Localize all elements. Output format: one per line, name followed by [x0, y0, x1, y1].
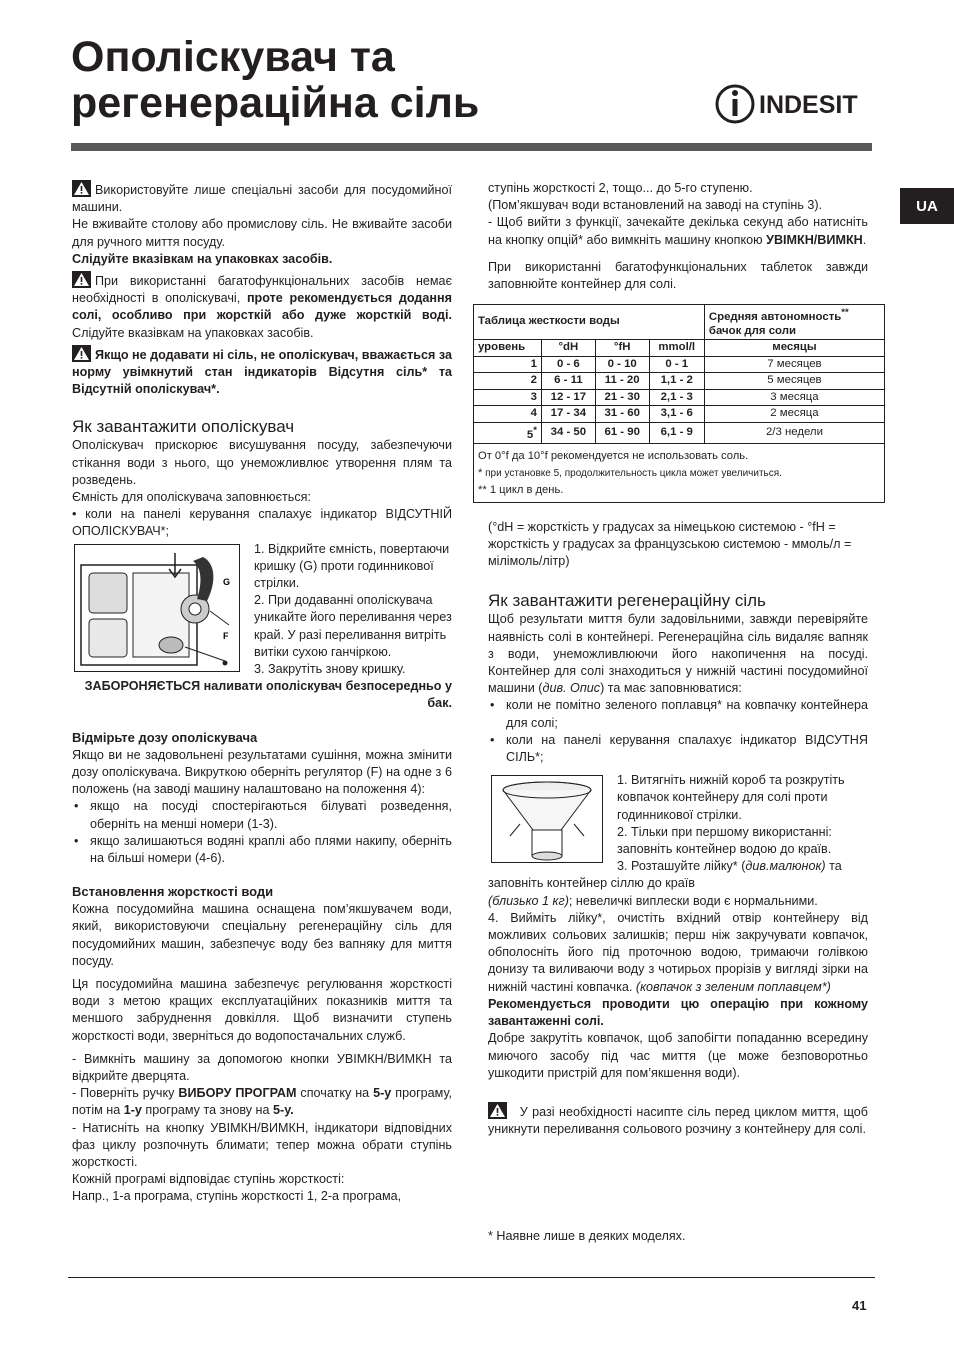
salt-warning	[488, 1102, 868, 1138]
ss4b: (ковпачок з зеленим поплавцем*)	[635, 979, 831, 994]
hardness-step-5: Напр., 1-а програма, ступінь жорсткості 1, 2-а програма,	[72, 1189, 402, 1204]
hs2d: 5-у	[373, 1086, 392, 1101]
table-row	[474, 373, 885, 390]
ss4a: 4. Вийміть лійку*, очистіть вхідний отвір контейнеру від можливих сольових залишків; перш ніж закручувати ковпачок, обполосніть його під проточною водою, тримаючи голівкою донизу та виливаючи воду з чотирьох прорізів у вигляді зірки на нижній частині ковпачка.	[488, 910, 868, 994]
indesit-logo	[715, 82, 867, 126]
warning-paragraph-2	[72, 271, 452, 342]
col-fh: °fH	[595, 340, 649, 357]
row-level	[474, 422, 542, 443]
hs2f: 1-у	[123, 1103, 142, 1118]
units-explanation: (°dH = жорсткість у градусах за німецькою системою - °fH = жорсткість у градусах за французською системою - ммоль/л = мілімоль/літр)	[488, 519, 852, 569]
hs2h: 5-у.	[273, 1103, 294, 1118]
warning-2-text-b: проте рекомендується додання солі, особливо при жорсткій або дуже жорсткій воді.	[72, 291, 452, 323]
row-months: 2 месяца	[704, 406, 884, 423]
rinse-forbidden: ЗАБОРОНЯЄТЬСЯ наливати ополіскувач безпосередньо у бак.	[84, 679, 452, 711]
dose-list	[72, 798, 452, 867]
right-column	[478, 180, 869, 1138]
rinse-dispenser-illustration	[74, 544, 240, 672]
table-row	[474, 422, 885, 443]
page-title-line1: Ополіскувач та	[71, 33, 395, 81]
rinse-intro: Ополіскувач прискорює висушування посуду, забезпечуючи стікання води з нього, що унеможливлює утворення плям та розведень.	[72, 438, 452, 487]
rinse-step-2: 2. При додаванні ополіскувача уникайте його переливання через край. У разі переливання витріть витіки сухою ганчіркою.	[254, 593, 452, 659]
row-level: 3	[474, 389, 542, 406]
hardness-step-4: Кожній програмі відповідає ступінь жорсткості:	[72, 1172, 345, 1187]
rinse-step-3: 3. Закрутіть знову кришку.	[254, 662, 406, 677]
row-level: 1	[474, 356, 542, 373]
row-months: 7 месяцев	[704, 356, 884, 373]
hs2c: спочатку на	[296, 1086, 374, 1101]
ss3b: див.малюнок)	[745, 859, 826, 874]
row-mmol: 1,1 - 2	[649, 373, 704, 390]
row-months: 5 месяцев	[704, 373, 884, 390]
salt-step-1: 1. Витягніть нижній короб та розкрутіть ковпачок контейнеру для солі проти годинникової стрілки.	[617, 773, 845, 822]
warning-2-text-c: Слідуйте вказівкам на упаковках засобів.	[72, 325, 314, 340]
warning-3-text: Якщо не додавати ні сіль, не ополіскувач, вважається за норму увімкнутий стан індикаторів Відсутня сіль* та Відсутній ополіскувач*.	[72, 347, 452, 397]
c3b: УВІМКН/ВИМКН	[766, 232, 863, 247]
salt-warning-text: Не вживайте столову або промислову сіль. Не вживайте засоби для ручного миття посуду.	[72, 217, 452, 249]
row-level: 2	[474, 373, 542, 390]
hs2b: ВИБОРУ ПРОГРАМ	[178, 1086, 297, 1101]
rinse-step-1: 1. Відкрийте ємність, повертаючи кришку (G) проти годинникової стрілки.	[254, 541, 450, 591]
salt-step-3b	[488, 893, 868, 910]
salt-intro	[488, 611, 868, 697]
ss3e: ; невеличкі виплески води є нормальними.	[568, 893, 818, 908]
table-note-2	[478, 465, 880, 482]
hardness-cont-2: (Пом’якшувач води встановлений на заводі на ступінь 3).	[488, 198, 823, 213]
warning-1-text: Використовуйте лише спеціальні засоби для посудомийної машини.	[72, 183, 452, 215]
page-number: 41	[852, 1298, 867, 1313]
row-dh: 17 - 34	[541, 406, 595, 423]
row-months: 3 месяца	[704, 389, 884, 406]
table-note-3	[478, 482, 880, 499]
hs2a: - Поверніть ручку	[72, 1086, 179, 1101]
col-dh: °dH	[541, 340, 595, 357]
brand-name: INDESIT	[759, 91, 858, 119]
salt-warning-text: У разі необхідності насипте сіль перед циклом миття, щоб уникнути переливання сольового розчину з контейнеру для солі.	[488, 1104, 869, 1137]
warning-2-text-a: При використанні багатофункціональних засобів немає необхідності в ополіскувачі,	[72, 274, 452, 306]
hardness-p1: Кожна посудомийна машина оснащена пом’якшувачем води, який, використовуючи спеціальну регенераційну сіль для посудомийних машин, забезпечує воду без вапняку для миття посуду.	[72, 902, 452, 968]
salt-figure-row	[488, 772, 868, 892]
col-months: месяцы	[704, 340, 884, 357]
salt-heading: Як завантажити регенераційну сіль	[488, 591, 766, 611]
table-row	[474, 356, 885, 373]
salt-recommendation: Рекомендується проводити цю операцію при кожному завантаженні солі.	[488, 996, 868, 1029]
note3-text: 1 цикл в день.	[486, 483, 564, 496]
c3a: - Щоб вийти з функції, зачекайте декілька секунд або натисніть на кнопку опцій* або вимкніть машину кнопкою	[488, 215, 868, 247]
left-column	[72, 180, 452, 1206]
hardness-cont-3	[488, 214, 868, 248]
row-mmol: 2,1 - 3	[649, 389, 704, 406]
funnel-illustration	[491, 775, 603, 863]
autonomy-label-2: бачок для соли	[708, 324, 796, 337]
table-autonomy-header	[704, 305, 884, 340]
title-rule	[71, 143, 872, 151]
table-note-1: От 0°f да 10°f рекомендуется не использовать соль.	[478, 449, 749, 462]
row-fh: 11 - 20	[595, 373, 649, 390]
row-mmol: 0 - 1	[649, 356, 704, 373]
footnote: * Наявне лише в деяких моделях.	[488, 1229, 686, 1243]
row-dh: 0 - 6	[541, 356, 595, 373]
table-title: Таблица жесткости воды	[474, 305, 705, 340]
table-row	[474, 389, 885, 406]
autonomy-label: Средняя автономность	[708, 311, 842, 324]
row-dh: 34 - 50	[541, 422, 595, 443]
row-level-num: 5	[526, 428, 534, 441]
col-mmol: mmol/l	[649, 340, 704, 357]
fig-label-f: F	[223, 630, 229, 641]
ss3a: 3. Розташуйте лійку* (	[617, 859, 746, 874]
hardness-step-2	[72, 1085, 452, 1119]
row-level: 4	[474, 406, 542, 423]
warning-icon	[72, 345, 91, 362]
note2-mark: *	[478, 466, 483, 479]
salt-close-cap: Добре закрутіть ковпачок, щоб запобігти попаданню всередину миючого засобу під час миття (це може безповоротньо ушкодити пристрій для пом’якшення води).	[488, 1031, 868, 1080]
hardness-table	[473, 304, 885, 444]
hs2g: програму та знову на	[141, 1103, 273, 1118]
row-months: 2/3 недели	[704, 422, 884, 443]
fig-label-g: G	[223, 576, 231, 587]
note2-text: при установке 5, продолжительность цикла может увеличиться.	[482, 467, 782, 479]
warning-icon	[72, 271, 91, 288]
row-dh: 6 - 11	[541, 373, 595, 390]
ss3d: (близько 1 кг)	[488, 893, 569, 908]
salt-step-2: 2. Тільки при першому використанні: заповніть контейнер водою до країв.	[617, 824, 832, 857]
salt-condition-1: • коли не помітно зеленого поплавця* на ковпачку контейнера для солі;	[488, 697, 868, 731]
salt-conditions	[488, 697, 868, 766]
multi-tablets-note: При використанні багатофункціональних таблеток завжди заповнюйте контейнер для солі.	[488, 259, 868, 292]
row-mmol: 3,1 - 6	[649, 406, 704, 423]
page-title	[71, 34, 479, 126]
warning-icon	[72, 180, 91, 197]
rinse-heading: Як завантажити ополіскувач	[72, 417, 295, 437]
dose-paragraph: Якщо ви не задовольнені результатами сушіння, можна змінити дозу ополіскувача. Викруткою оберніть регулятор (F) на одне з 6 положень (на заводі машину налаштовано на положення 4):	[72, 747, 452, 797]
warning-icon	[488, 1102, 507, 1119]
salt-step-4	[488, 910, 868, 996]
sp1b: див. Опис	[542, 681, 601, 696]
language-badge: UA	[900, 188, 954, 224]
autonomy-mark: **	[841, 307, 849, 319]
row-dh: 12 - 17	[541, 389, 595, 406]
ss3c: та заповніть контейнер сіллю до країв	[488, 859, 842, 891]
rinse-figure-row	[72, 541, 452, 679]
hardness-heading: Встановлення жорсткості води	[72, 884, 274, 900]
dose-item-2: • якщо залишаються водяні краплі або плями накипу, оберніть на більші номери (4-6).	[72, 833, 452, 867]
hardness-p2: Ця посудомийна машина забезпечує регулювання жорсткості води з метою кращих експлуатаційних показників миття та меншого забруднення довкілля. Щоб визначити ступень жорсткості води, зверніться до водопостачальних служб.	[72, 976, 452, 1043]
c3c: .	[862, 232, 867, 247]
dose-item-1: • якщо на посуді спостерігаються білуваті розведення, оберніть на менші номери (1-3).	[72, 798, 452, 832]
rinse-fill-when: Ємність для ополіскувача заповнюється:	[72, 490, 311, 505]
warning-paragraph-1	[72, 180, 452, 216]
table-row	[474, 406, 885, 423]
salt-step-3a	[488, 858, 868, 892]
page-title-line2: регенераційна сіль	[71, 79, 480, 127]
dose-heading: Відмірьте дозу ополіскувача	[72, 729, 258, 745]
table-notes	[473, 444, 885, 503]
hardness-cont-1: ступінь жорсткості 2, тощо... до 5-го ступеню.	[488, 181, 753, 195]
row-fh: 61 - 90	[595, 422, 649, 443]
row-fh: 31 - 60	[595, 406, 649, 423]
col-level: уровень	[474, 340, 542, 357]
row-level-mark: *	[533, 424, 537, 436]
footer-rule	[68, 1277, 875, 1278]
note3-mark: **	[478, 483, 487, 496]
hardness-step-1: - Вимкніть машину за допомогою кнопки УВІМКН/ВИМКН та відкрийте дверцята.	[72, 1051, 452, 1083]
follow-instructions: Слідуйте вказівкам на упаковках засобів.	[72, 251, 333, 266]
hardness-step-3: - Натисніть на кнопку УВІМКН/ВИМКН, індикатори відповідних фаз циклу розпочнуть блимати; тепер можна обрати ступінь жорсткості.	[72, 1120, 452, 1169]
rinse-indicator-condition: • коли на панелі керування спалахує індикатор ВІДСУТНІЙ ОПОЛІСКУВАЧ*;	[72, 507, 452, 539]
warning-paragraph-3	[72, 345, 452, 399]
row-mmol: 6,1 - 9	[649, 422, 704, 443]
sp1a: Щоб результати миття були задовільними, завжди перевіряйте наявність солі в контейнері. Регенераційна сіль видаляє вапняк з води, унеможливлюючи його накопичення на посуді. Контейнер для солі знаходиться у нижній частині посудомийної машини (	[488, 612, 868, 696]
row-fh: 21 - 30	[595, 389, 649, 406]
salt-condition-2: • коли на панелі керування спалахує індикатор ВІДСУТНЯ СІЛЬ*;	[488, 732, 868, 766]
sp1c: ) та має заповнюватися:	[600, 681, 742, 696]
hs2e: програму, потім на	[72, 1086, 453, 1118]
row-fh: 0 - 10	[595, 356, 649, 373]
